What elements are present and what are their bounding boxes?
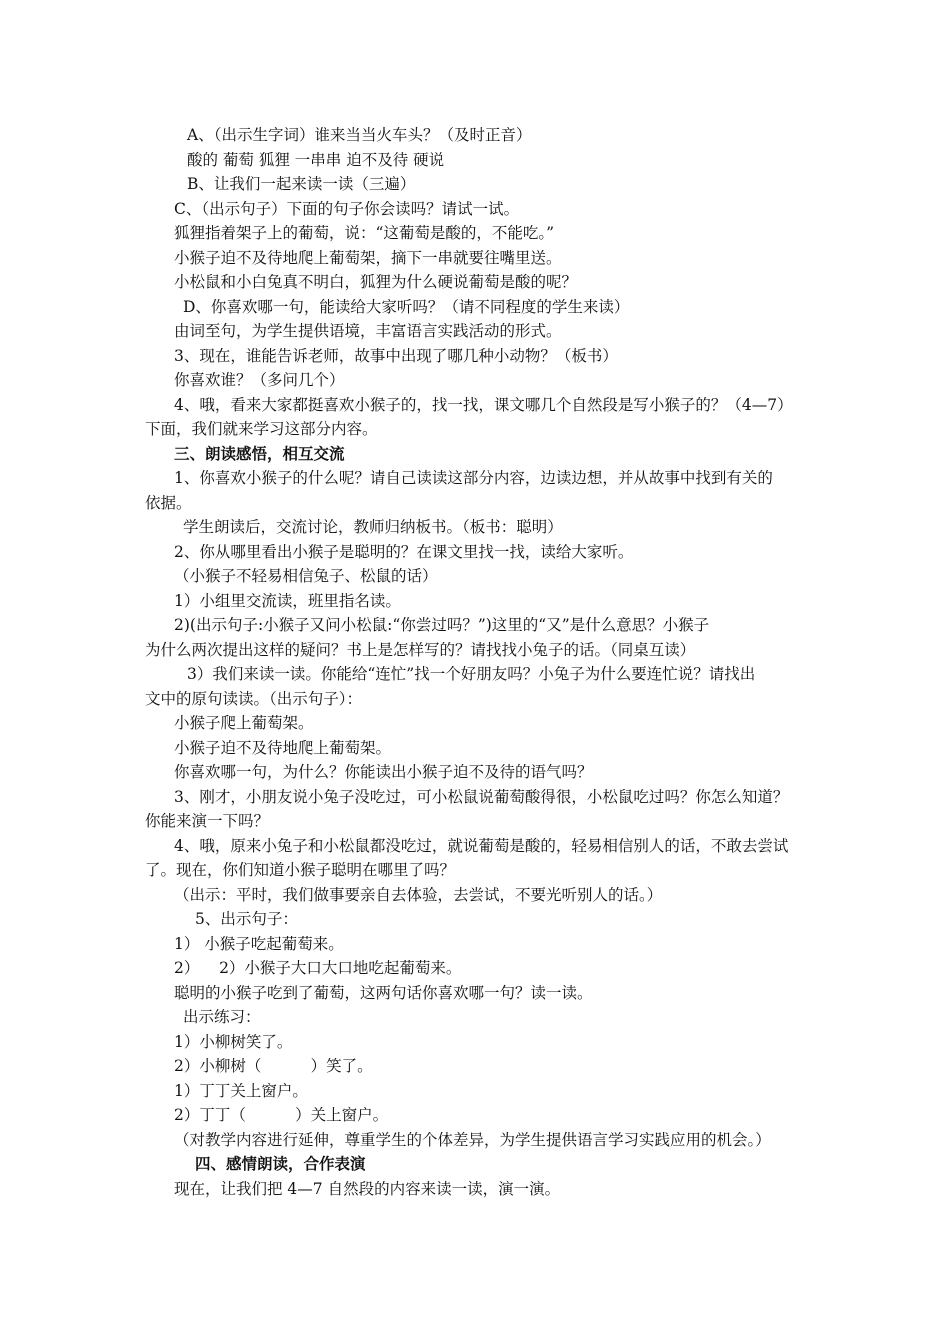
text-line: 2)(出示句子:小猴子又问小松鼠:“你尝过吗？”)这里的“又”是什么意思？小猴子 bbox=[174, 616, 710, 634]
text-line: 你能来演一下吗？ bbox=[145, 812, 270, 830]
text-line: 3）我们来读一读。你能给“连忙”找一个好朋友吗？小兔子为什么要连忙说？请找出 bbox=[187, 665, 756, 683]
text-line: 酸的 葡萄 狐狸 一串串 迫不及待 硬说 bbox=[187, 150, 445, 169]
text-line: B、让我们一起来读一读（三遍） bbox=[187, 175, 416, 193]
text-line: 小猴子迫不及待地爬上葡萄架。 bbox=[174, 738, 392, 757]
text-line: （小猴子不轻易相信兔子、松鼠的话） bbox=[174, 567, 438, 585]
text-line: 3、刚才，小朋友说小兔子没吃过，可小松鼠说葡萄酸得很，小松鼠吃过吗？你怎么知道？ bbox=[174, 787, 789, 806]
text-line: 2、你从哪里看出小猴子是聪明的？在课文里找一找，读给大家听。 bbox=[174, 542, 634, 561]
text-line: 小松鼠和小白兔真不明白，狐狸为什么硬说葡萄是酸的呢？ bbox=[174, 273, 578, 291]
section-heading: 四、感情朗读，合作表演 bbox=[195, 1154, 366, 1173]
text-line: 下面，我们就来学习这部分内容。 bbox=[145, 420, 378, 438]
text-line: 2）丁丁（ ）关上窗户。 bbox=[174, 1106, 389, 1124]
text-line: 1）小组里交流读，班里指名读。 bbox=[174, 591, 401, 610]
text-line: （出示：平时，我们做事要亲自去体验，去尝试，不要光听别人的话。） bbox=[174, 885, 663, 904]
text-line: A、（出示生字词）谁来当当火车头？（及时正音） bbox=[187, 126, 532, 144]
text-line: 1） 小猴子吃起葡萄来。 bbox=[174, 934, 344, 953]
text-line: 狐狸指着架子上的葡萄，说：“这葡萄是酸的，不能吃。” bbox=[174, 224, 555, 242]
text-line: 聪明的小猴子吃到了葡萄，这两句话你喜欢哪一句？读一读。 bbox=[174, 983, 593, 1002]
text-line: 学生朗读后，交流讨论，教师归纳板书。（板书：聪明） bbox=[183, 518, 563, 536]
text-line: 为什么两次提出这样的疑问？书上是怎样写的？请找找小兔子的话。（同桌互读） bbox=[145, 640, 696, 659]
text-line: 现在，让我们把 4—7 自然段的内容来读一读，演一演。 bbox=[174, 1179, 561, 1198]
text-line: 3、现在，谁能告诉老师，故事中出现了哪几种小动物？（板书） bbox=[174, 346, 618, 365]
document-body bbox=[145, 123, 815, 1201]
text-line: 了。现在，你们知道小猴子聪明在哪里了吗？ bbox=[145, 861, 456, 879]
text-line: 1、你喜欢小猴子的什么呢？请自己读读这部分内容，边读边想，并从故事中找到有关的 bbox=[174, 469, 773, 487]
text-line: 2）小柳树（ ）笑了。 bbox=[174, 1057, 373, 1075]
text-line: 由词至句，为学生提供语境，丰富语言实践活动的形式。 bbox=[174, 322, 562, 340]
text-line: （对教学内容进行延伸，尊重学生的个体差异，为学生提供语言学习实践应用的机会。） bbox=[174, 1130, 771, 1149]
text-line: 小猴子迫不及待地爬上葡萄架，摘下一串就要往嘴里送。 bbox=[174, 248, 562, 267]
text-line: 4、哦，原来小兔子和小松鼠都没吃过，就说葡萄是酸的，轻易相信别人的话，不敢去尝试 bbox=[174, 836, 789, 855]
text-line: C、（出示句子）下面的句子你会读吗？请试一试。 bbox=[174, 199, 520, 218]
text-line: 1）小柳树笑了。 bbox=[174, 1032, 293, 1051]
text-line: 出示练习： bbox=[183, 1008, 261, 1026]
text-line: 2） 2）小猴子大口大口地吃起葡萄来。 bbox=[174, 959, 462, 977]
text-line: D、你喜欢哪一句，能读给大家听吗？（请不同程度的学生来读） bbox=[183, 297, 630, 316]
text-line: 你喜欢谁？（多问几个） bbox=[174, 371, 345, 389]
text-line: 依据。 bbox=[145, 493, 192, 512]
text-line: 4、哦，看来大家都挺喜欢小猴子的，找一找，课文哪几个自然段是写小猴子的？（4—7） bbox=[174, 395, 793, 414]
text-line: 5、出示句子： bbox=[195, 910, 298, 928]
text-line: 1）丁丁关上窗户。 bbox=[174, 1081, 308, 1100]
text-line: 小猴子爬上葡萄架。 bbox=[174, 714, 314, 732]
text-line: 你喜欢哪一句，为什么？你能读出小猴子迫不及待的语气吗？ bbox=[174, 763, 593, 781]
section-heading: 三、朗读感悟，相互交流 bbox=[174, 443, 345, 463]
text-line: 文中的原句读读。（出示句子）： bbox=[145, 689, 363, 708]
